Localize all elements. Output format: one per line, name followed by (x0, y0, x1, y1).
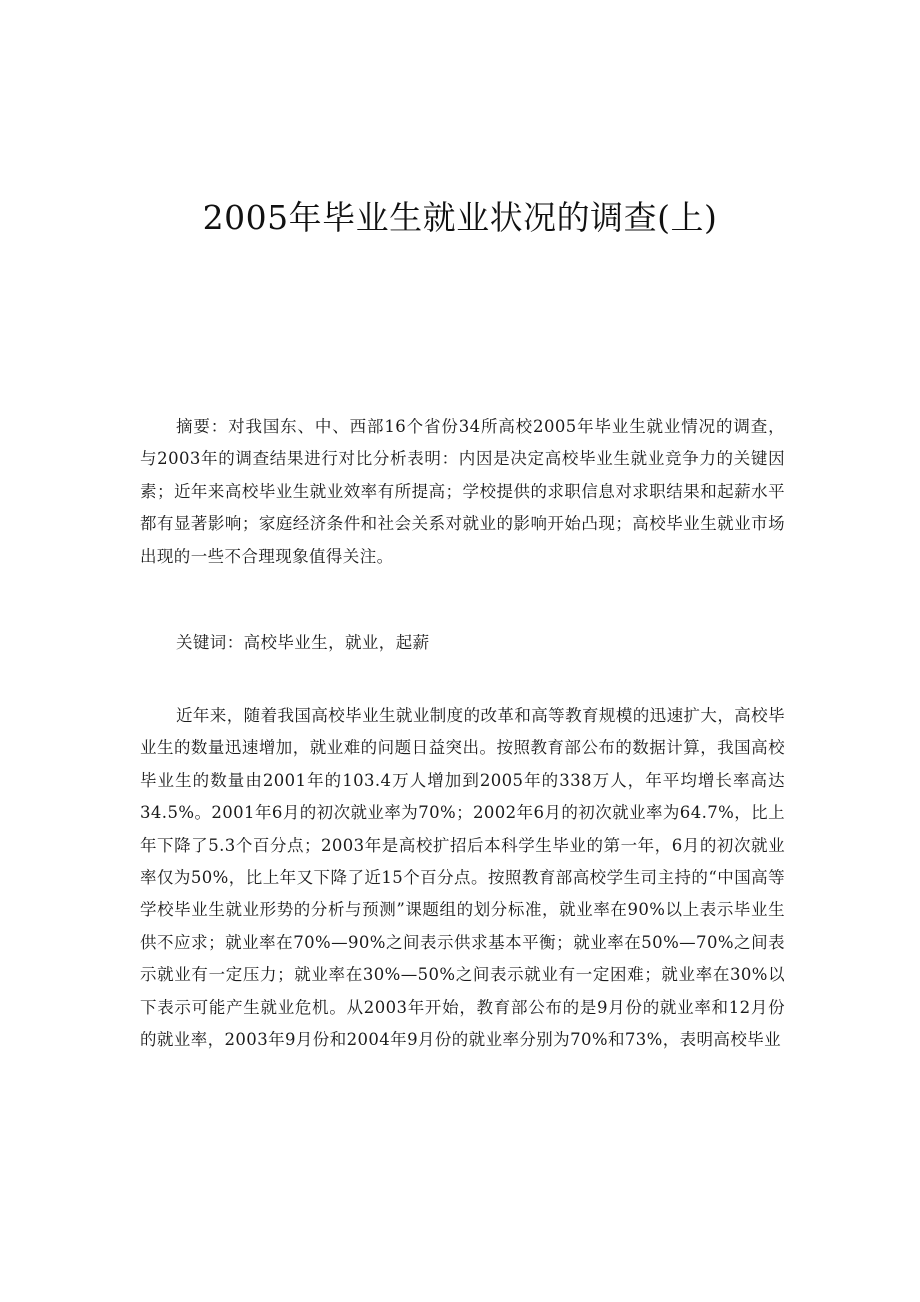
keywords-paragraph: 关键词：高校毕业生，就业，起薪 (176, 633, 430, 652)
body-paragraph: 近年来，随着我国高校毕业生就业制度的改革和高等教育规模的迅速扩大，高校毕业生的数量迅速增加，就业难的问题日益突出。按照教育部公布的数据计算，我国高校毕业生的数量由2001年的103.4万人增加到2005年的338万人，年平均增长率高达34.5%。2001年6月的初次就业率为70%；2002年6月的初次就业率为64.7%，比上年下降了5.3个百分点；2003年是高校扩招后本科学生毕业的第一年，6月的初次就业率仅为50%，比上年又下降了近15个百分点。按照教育部高校学生司主持的“中国高等学校毕业生就业形势的分析与预测”课题组的划分标准，就业率在90%以上表示毕业生供不应求；就业率在70%—90%之间表示供求基本平衡；就业率在50%—70%之间表示就业有一定压力；就业率在30%—50%之间表示就业有一定困难；就业率在30%以下表示可能产生就业危机。从2003年开始，教育部公布的是9月份的就业率和12月份的就业率，2003年9月份和2004年9月份的就业率分别为70%和73%，表明高校毕业 (140, 706, 785, 1050)
abstract-paragraph: 摘要：对我国东、中、西部16个省份34所高校2005年毕业生就业情况的调查，与2003年的调查结果进行对比分析表明：内因是决定高校毕业生就业竞争力的关键因素；近年来高校毕业生就业效率有所提高；学校提供的求职信息对求职结果和起薪水平都有显著影响；家庭经济条件和社会关系对就业的影响开始凸现；高校毕业生就业市场出现的一些不合理现象值得关注。 (140, 417, 785, 566)
document-title: 2005年毕业生就业状况的调查(上) (202, 198, 718, 237)
